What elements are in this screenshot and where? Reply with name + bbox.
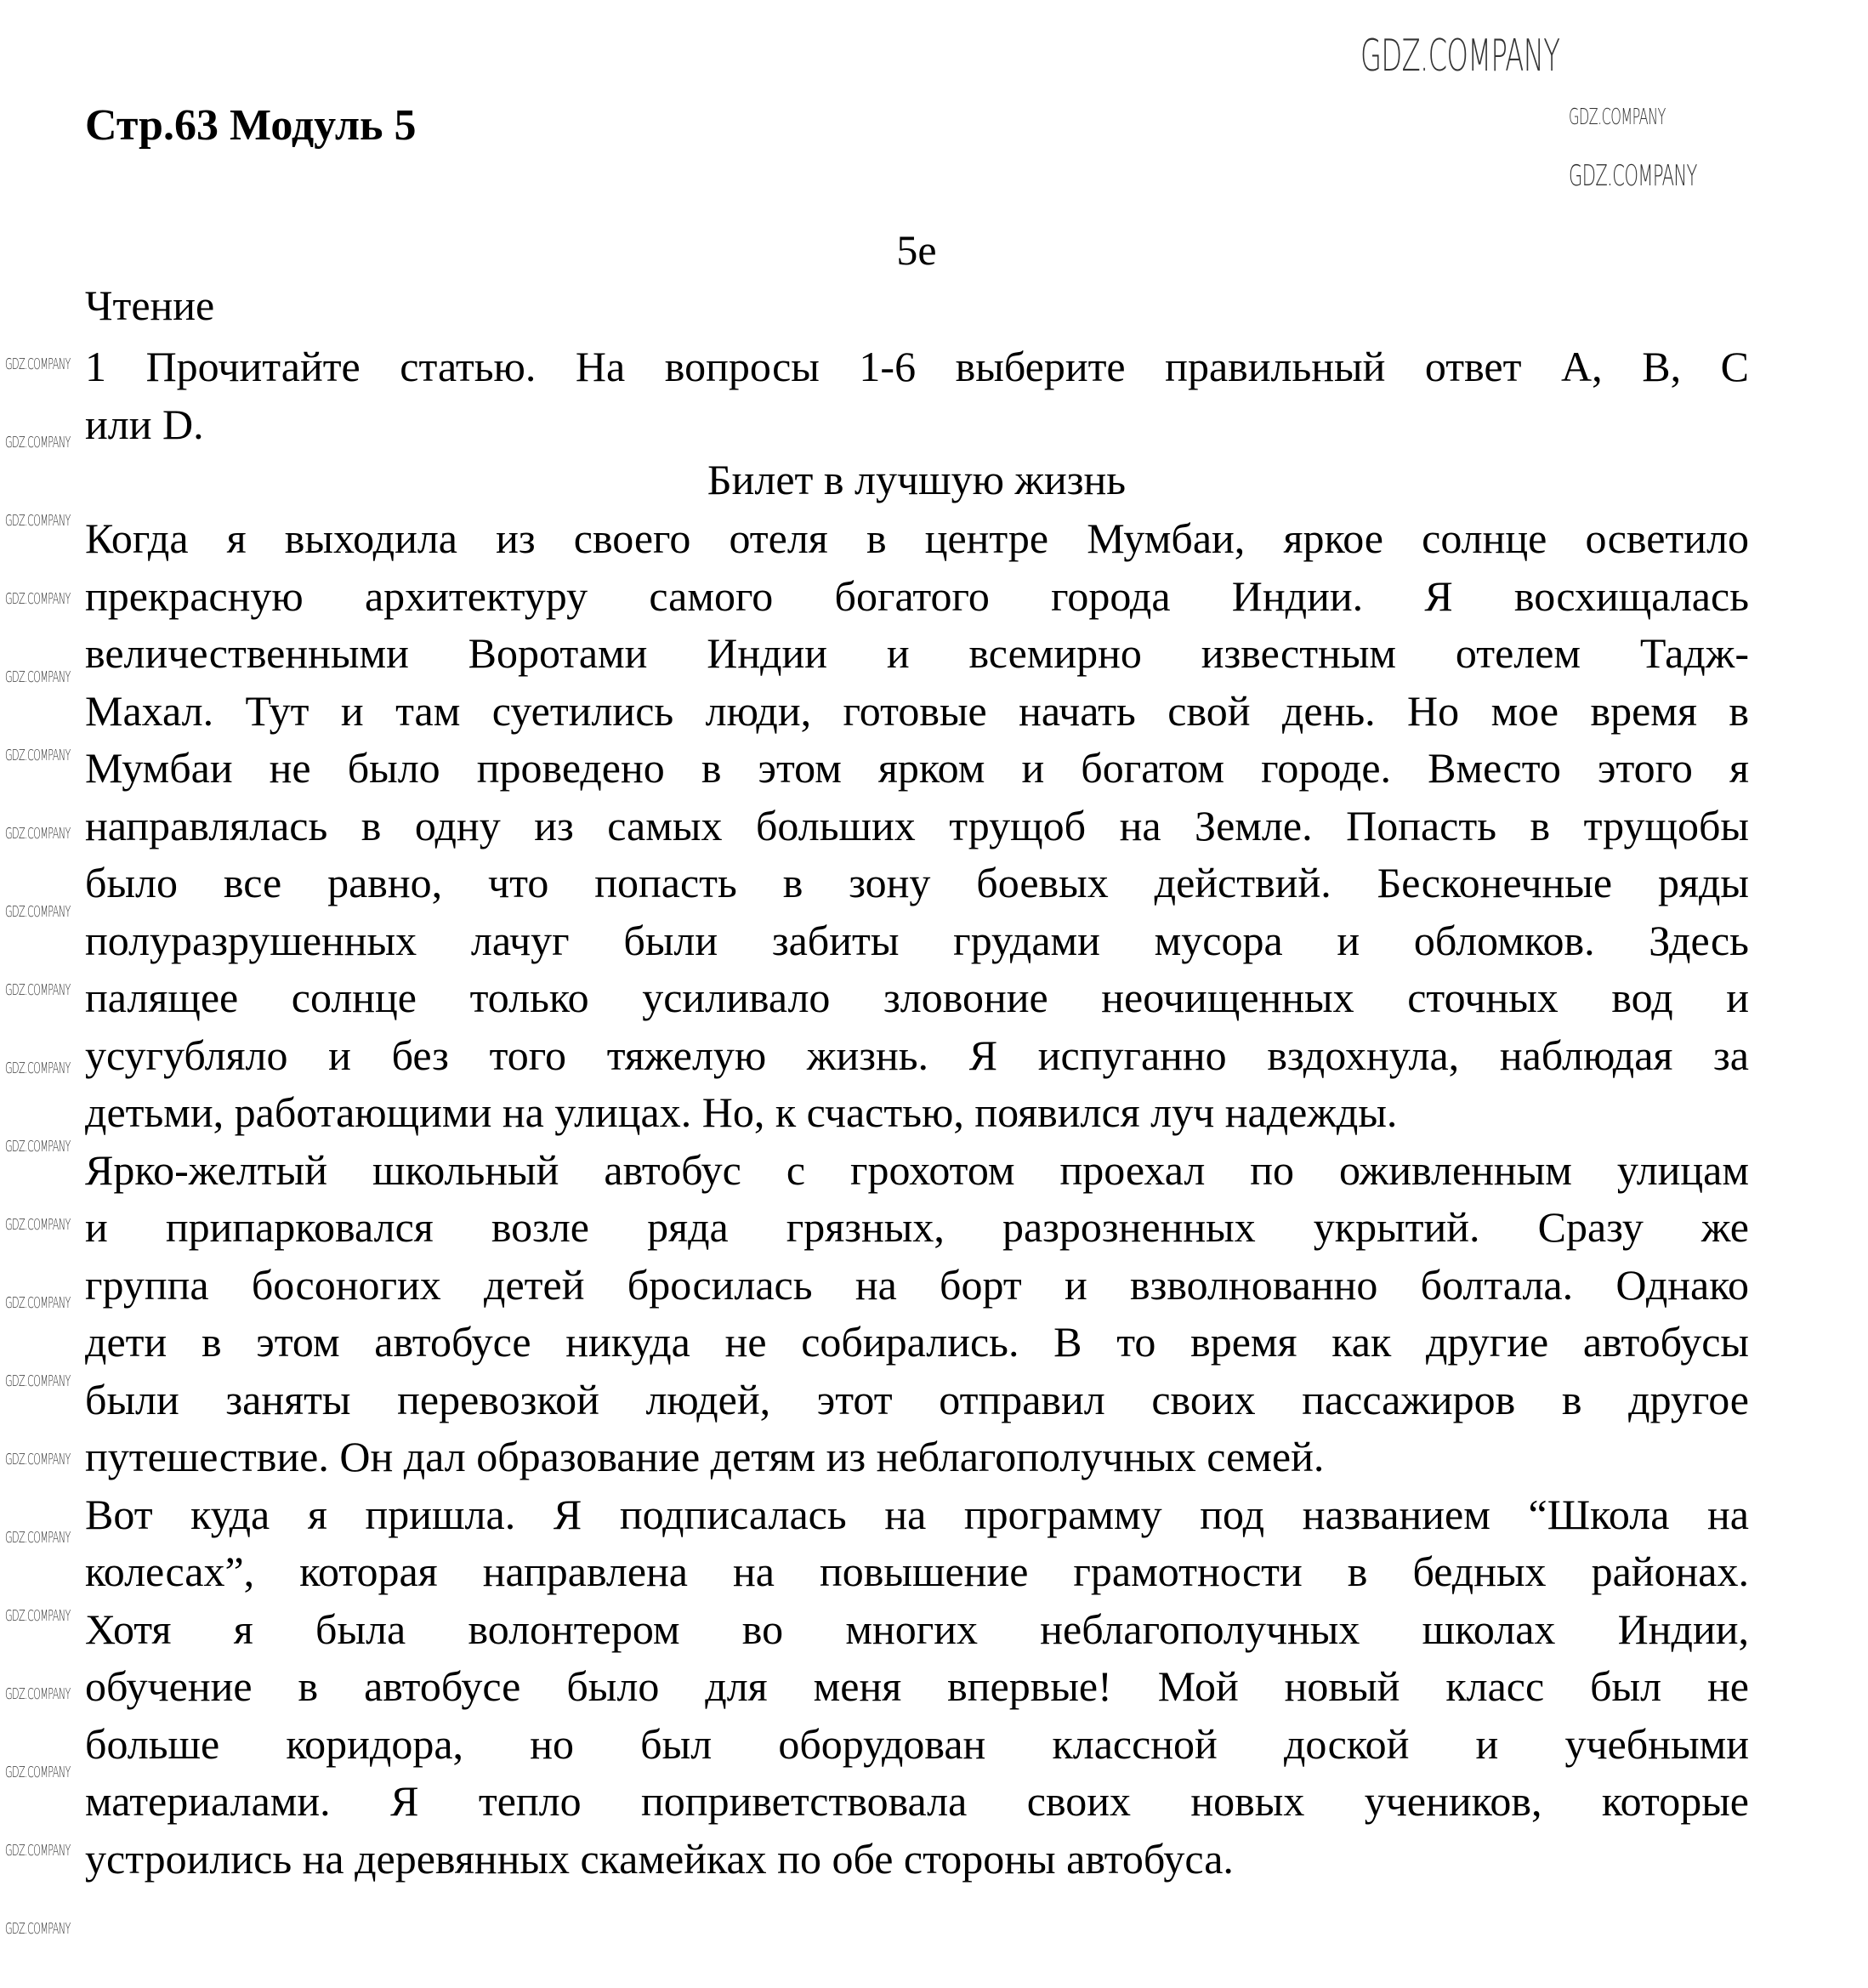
article-line: колесах”, которая направлена на повышение грамотности в бедных районах. — [85, 1548, 1749, 1595]
article-line: Вот куда я пришла. Я подписалась на программу под названием “Школа на — [85, 1490, 1749, 1538]
watermark: GDZ.COMPANY — [5, 434, 71, 452]
article-title: Билет в лучшую жизнь — [707, 456, 1127, 503]
article-line: Когда я выходила из своего отеля в центре Мумбаи, яркое солнце осветило — [85, 514, 1749, 562]
article-line: детьми, работающими на улицах. Но, к счастью, появился луч надежды. — [85, 1088, 1398, 1136]
article-line: усугубляло и без того тяжелую жизнь. Я испуганно вздохнула, наблюдая за — [85, 1031, 1749, 1079]
article-line: материалами. Я тепло поприветствовала своих новых учеников, которые — [85, 1777, 1749, 1825]
article-line: путешествие. Он дал образование детям из неблагополучных семей. — [85, 1433, 1325, 1480]
article-line: Хотя я была волонтером во многих неблагополучных школах Индии, — [85, 1605, 1749, 1653]
article-line: группа босоногих детей бросилась на борт и взволнованно болтала. Однако — [85, 1260, 1749, 1309]
watermark: GDZ.COMPANY — [5, 1764, 71, 1781]
watermark: GDZ.COMPANY — [5, 1920, 71, 1938]
article-line: устроились на деревянных скамейках по обе стороны автобуса. — [85, 1834, 1234, 1883]
article-line: Мумбаи не было проведено в этом ярком и богатом городе. Вместо этого я — [85, 744, 1749, 792]
article-line: полуразрушенных лачуг были забиты грудами мусора и обломков. Здесь — [85, 916, 1749, 964]
watermark: GDZ.COMPANY — [5, 1216, 71, 1234]
watermark: GDZ.COMPANY — [5, 1607, 71, 1625]
article-line: были заняты перевозкой людей, этот отправил своих пассажиров в другое — [85, 1375, 1749, 1423]
watermark: GDZ.COMPANY — [5, 1529, 71, 1547]
article-line: дети в этом автобусе никуда не собирались. В то время как другие автобусы — [85, 1318, 1749, 1366]
watermark: GDZ.COMPANY — [5, 668, 71, 686]
watermark: GDZ.COMPANY — [5, 1059, 71, 1077]
watermark: GDZ.COMPANY — [5, 1372, 71, 1390]
watermark: GDZ.COMPANY — [1360, 31, 1560, 82]
watermark: GDZ.COMPANY — [5, 355, 71, 373]
task-instruction — [85, 338, 1749, 453]
watermark: GDZ.COMPANY — [1569, 105, 1666, 130]
watermark: GDZ.COMPANY — [5, 825, 71, 843]
article-body — [85, 510, 1749, 1888]
article-line: палящее солнце только усиливало зловоние неочищенных сточных вод и — [85, 974, 1749, 1021]
article-line: Ярко-желтый школьный автобус с грохотом проехал по оживленным улицам — [85, 1145, 1749, 1194]
watermark: GDZ.COMPANY — [1569, 159, 1697, 193]
article-line: величественными Воротами Индии и всемирно известным отелем Тадж- — [85, 629, 1749, 677]
exercise-number: 5e — [896, 226, 937, 274]
article-line: было все равно, что попасть в зону боевых действий. Бесконечные ряды — [85, 859, 1749, 906]
watermark: GDZ.COMPANY — [5, 981, 71, 999]
article-line: Махал. Тут и там суетились люди, готовые начать свой день. Но мое время в — [85, 686, 1749, 735]
article-line: и припарковался возле ряда грязных, разрозненных укрытий. Сразу же — [85, 1203, 1749, 1251]
article-line: направлялась в одну из самых больших трущоб на Земле. Попасть в трущобы — [85, 801, 1749, 849]
watermark: GDZ.COMPANY — [5, 1685, 71, 1703]
watermark: GDZ.COMPANY — [5, 1842, 71, 1860]
watermark: GDZ.COMPANY — [5, 1294, 71, 1312]
section-heading: Чтение — [85, 281, 215, 329]
task-line: 1 Прочитайте статью. На вопросы 1-6 выберите правильный ответ A, B, C — [85, 343, 1749, 390]
article-line: больше коридора, но был оборудован классной доской и учебными — [85, 1719, 1749, 1768]
watermark: GDZ.COMPANY — [5, 512, 71, 530]
article-line: прекрасную архитектуру самого богатого города Индии. Я восхищалась — [85, 571, 1749, 620]
watermark: GDZ.COMPANY — [5, 903, 71, 921]
watermark: GDZ.COMPANY — [5, 1138, 71, 1156]
article-line: обучение в автобусе было для меня впервые! Мой новый класс был не — [85, 1662, 1749, 1710]
watermark: GDZ.COMPANY — [5, 590, 71, 608]
page-title: Стр.63 Модуль 5 — [85, 101, 417, 150]
watermark: GDZ.COMPANY — [5, 747, 71, 764]
watermark: GDZ.COMPANY — [5, 1451, 71, 1468]
task-line: или D. — [85, 400, 204, 448]
